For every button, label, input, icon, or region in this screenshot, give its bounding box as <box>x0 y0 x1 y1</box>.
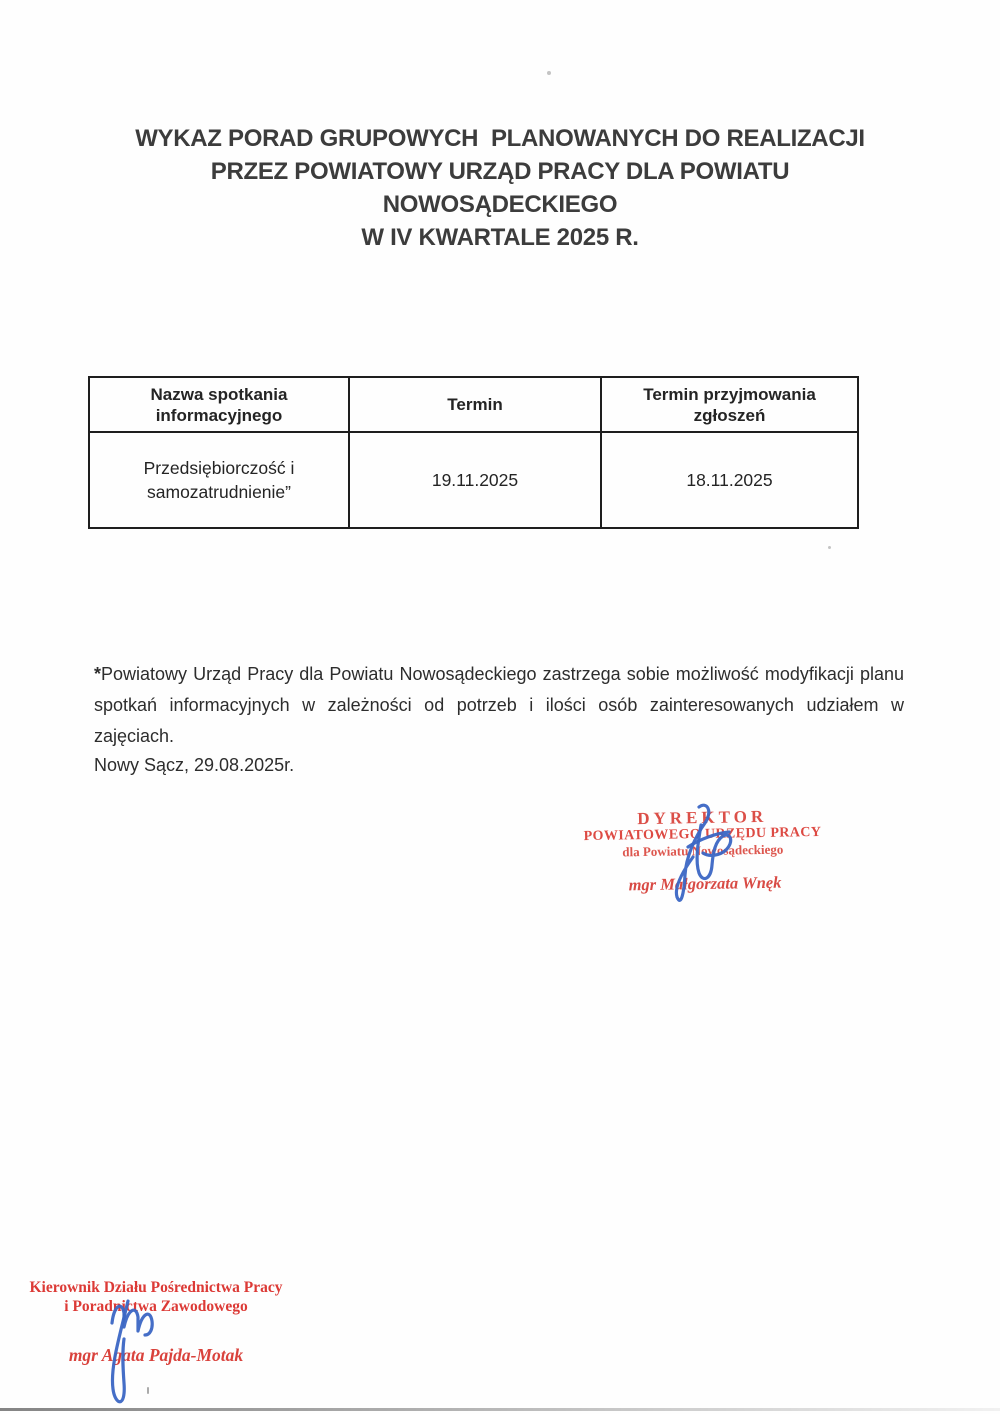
director-stamp-office: POWIATOWEGO URZĘDU PRACY <box>583 824 822 845</box>
schedule-table <box>88 376 859 529</box>
director-stamp-title: DYREKTOR <box>637 806 768 829</box>
title-line-3: NOWOSĄDECKIEGO <box>382 191 618 218</box>
footnote-asterisk: * <box>94 664 102 684</box>
table-row <box>89 432 858 528</box>
director-stamp-district: dla Powiatu Nowosądeckiego <box>622 841 784 860</box>
manager-stamp-line-2: i Poradnictwa Zawodowego <box>64 1297 248 1315</box>
place-and-date: Nowy Sącz, 29.08.2025r. <box>94 755 295 775</box>
footnote-text: Powiatowy Urząd Pracy dla Powiatu Nowosądeckiego zastrzega sobie możliwość modyfikacji planu spotkań informacyjnych w zależności od potrzeb i ilości osób zainteresowanych udziałem w zajęciach. <box>94 664 904 746</box>
column-header-meeting-name: Nazwa spotkania informacyjnego <box>89 377 349 432</box>
column-header-date: Termin <box>349 377 601 432</box>
column-header-registration-deadline: Termin przyjmowania zgłoszeń <box>601 377 858 432</box>
cell-meeting-date: 19.11.2025 <box>349 432 601 528</box>
scan-speck <box>147 1387 149 1394</box>
director-signature-icon <box>655 799 745 913</box>
manager-stamp-line-1: Kierownik Działu Pośrednictwa Pracy <box>29 1279 283 1296</box>
title-line-2: PRZEZ POWIATOWY URZĄD PRACY DLA POWIATU <box>210 158 790 185</box>
manager-signature-name: mgr Agata Pajda-Motak <box>68 1345 244 1365</box>
document-title <box>0 122 1000 254</box>
table-header-row <box>89 377 858 432</box>
manager-signature-icon <box>98 1283 174 1411</box>
scan-speck <box>547 71 551 75</box>
scan-edge-artifact <box>0 1408 1000 1411</box>
cell-registration-deadline: 18.11.2025 <box>601 432 858 528</box>
title-line-4: W IV KWARTALE 2025 R. <box>361 224 639 251</box>
scan-speck <box>828 546 831 549</box>
footnote <box>94 659 904 752</box>
schedule-table-wrapper <box>88 376 859 529</box>
cell-meeting-name: Przedsiębiorczość i samozatrudnienie” <box>89 432 349 528</box>
title-line-1: WYKAZ PORAD GRUPOWYCH PLANOWANYCH DO REALIZACJI <box>135 125 865 152</box>
director-signature-name: mgr Małgorzata Wnęk <box>628 872 782 895</box>
